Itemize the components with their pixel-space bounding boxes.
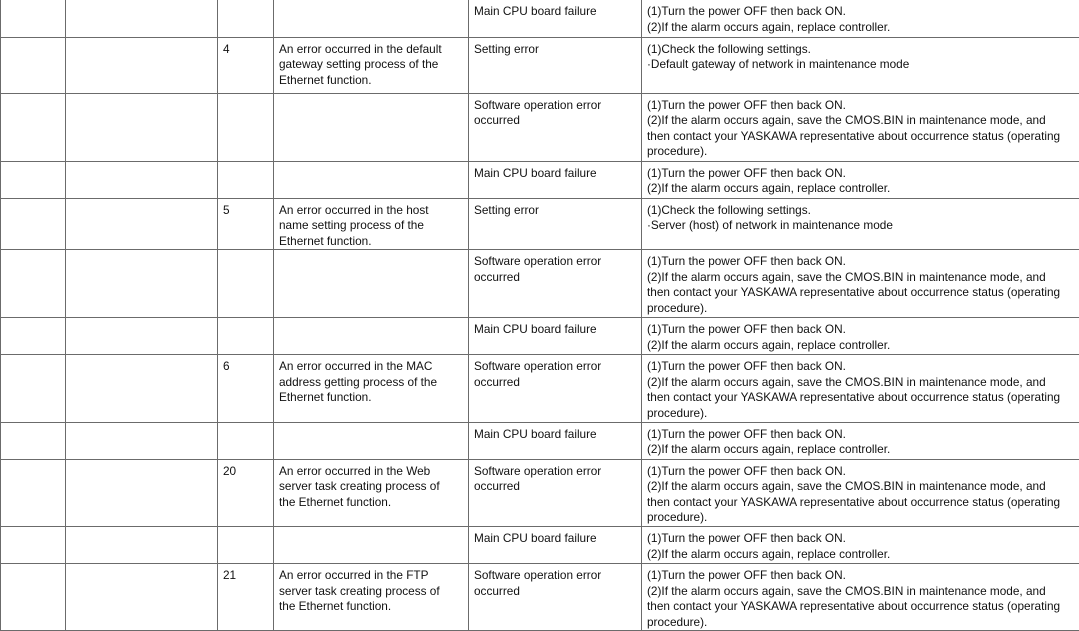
remedy-line: (1)Turn the power OFF then back ON. [647, 426, 846, 441]
remedy-cell [642, 459, 1079, 526]
remedy-line: (1)Check the following settings. [647, 202, 811, 217]
alarm-name-cell [66, 355, 218, 422]
cause-line: Main CPU board failure [474, 426, 597, 441]
remedy-line: (2)If the alarm occurs again, save the CMOS.BIN in maintenance mode, and [647, 374, 1046, 389]
remedy-line: then contact your YASKAWA representative about occurrence status (operating [647, 599, 1061, 614]
remedy-line: (2)If the alarm occurs again, save the CMOS.BIN in maintenance mode, and [647, 269, 1046, 284]
remedy-line: then contact your YASKAWA representative about occurrence status (operating [647, 390, 1061, 405]
alarm-name-cell [66, 93, 218, 161]
remedy-line: procedure). [647, 510, 708, 525]
alarm-number-cell [1, 564, 66, 631]
subcode-cell [218, 161, 274, 198]
description-line: gateway setting process of the [279, 57, 439, 72]
description-line: address getting process of the [279, 374, 438, 389]
table-row [1, 422, 1079, 459]
remedy-line: procedure). [647, 406, 708, 421]
cause-line: Setting error [474, 202, 539, 217]
remedy-cell [642, 37, 1079, 93]
description-line: the Ethernet function. [279, 599, 392, 614]
cause-line: Setting error [474, 41, 539, 56]
subcode-cell: 4 [218, 37, 274, 93]
remedy-line: (2)If the alarm occurs again, save the CMOS.BIN in maintenance mode, and [647, 583, 1046, 598]
remedy-line: (2)If the alarm occurs again, replace controller. [647, 442, 891, 457]
description-line: An error occurred in the host [279, 202, 429, 217]
subcode-cell: 21 [218, 564, 274, 631]
table-row [1, 355, 1079, 422]
cause-cell [469, 355, 642, 422]
cause-cell [469, 527, 642, 564]
table-row [1, 0, 1079, 37]
remedy-line: (1)Turn the power OFF then back ON. [647, 568, 846, 583]
remedy-line: (2)If the alarm occurs again, replace controller. [647, 181, 891, 196]
description-line: Ethernet function. [279, 72, 372, 87]
cause-line: Software operation error [474, 254, 602, 269]
cause-cell [469, 37, 642, 93]
description-cell [274, 37, 469, 93]
table-row [1, 564, 1079, 631]
remedy-line: (2)If the alarm occurs again, replace controller. [647, 546, 891, 561]
alarm-number-cell [1, 527, 66, 564]
alarm-number-cell [1, 355, 66, 422]
alarm-number-cell [1, 318, 66, 355]
table-row [1, 459, 1079, 526]
remedy-line: (1)Turn the power OFF then back ON. [647, 165, 846, 180]
alarm-number-cell [1, 250, 66, 318]
remedy-line: (1)Turn the power OFF then back ON. [647, 359, 846, 374]
alarm-name-cell [66, 250, 218, 318]
description-line: server task creating process of [279, 583, 440, 598]
remedy-line: (2)If the alarm occurs again, replace controller. [647, 337, 891, 352]
alarm-table-body [1, 0, 1079, 631]
subcode-cell [218, 422, 274, 459]
alarm-number-cell [1, 198, 66, 250]
description-cell [274, 355, 469, 422]
description-cell [274, 422, 469, 459]
remedy-cell [642, 0, 1079, 37]
remedy-line: (2)If the alarm occurs again, replace controller. [647, 19, 891, 34]
cause-cell [469, 318, 642, 355]
cause-cell [469, 198, 642, 250]
alarm-number-cell [1, 37, 66, 93]
remedy-line: (1)Turn the power OFF then back ON. [647, 322, 846, 337]
cause-cell [469, 459, 642, 526]
remedy-cell [642, 564, 1079, 631]
alarm-name-cell [66, 37, 218, 93]
remedy-line: (2)If the alarm occurs again, save the CMOS.BIN in maintenance mode, and [647, 479, 1046, 494]
cause-cell [469, 564, 642, 631]
subcode-cell: 20 [218, 459, 274, 526]
cause-line: occurred [474, 479, 520, 494]
description-cell [274, 161, 469, 198]
description-line: Ethernet function. [279, 233, 372, 248]
subcode-cell: 6 [218, 355, 274, 422]
cause-cell [469, 161, 642, 198]
cause-line: Software operation error [474, 568, 602, 583]
remedy-line: (2)If the alarm occurs again, save the CMOS.BIN in maintenance mode, and [647, 113, 1046, 128]
alarm-name-cell [66, 318, 218, 355]
description-line: An error occurred in the default [279, 41, 442, 56]
subcode-cell: 5 [218, 198, 274, 250]
cause-line: Main CPU board failure [474, 4, 597, 18]
remedy-line: ·Default gateway of network in maintenance mode [647, 57, 910, 72]
alarm-number-cell [1, 459, 66, 526]
cause-cell [469, 0, 642, 37]
description-line: An error occurred in the FTP [279, 568, 429, 583]
subcode-cell [218, 0, 274, 37]
remedy-line: ·Server (host) of network in maintenance mode [647, 218, 893, 233]
remedy-line: (1)Turn the power OFF then back ON. [647, 254, 846, 269]
cause-cell [469, 250, 642, 318]
description-cell [274, 459, 469, 526]
table-row [1, 527, 1079, 564]
description-cell [274, 564, 469, 631]
remedy-cell [642, 198, 1079, 250]
alarm-number-cell [1, 422, 66, 459]
cause-line: Software operation error [474, 359, 602, 374]
remedy-line: (1)Check the following settings. [647, 41, 811, 56]
remedy-line: (1)Turn the power OFF then back ON. [647, 463, 846, 478]
remedy-line: procedure). [647, 144, 708, 159]
cause-line: Main CPU board failure [474, 165, 597, 180]
subcode-cell [218, 318, 274, 355]
cause-line: occurred [474, 374, 520, 389]
remedy-cell [642, 93, 1079, 161]
table-row [1, 161, 1079, 198]
description-cell [274, 318, 469, 355]
remedy-cell [642, 422, 1079, 459]
cause-line: Software operation error [474, 463, 602, 478]
alarm-number-cell [1, 0, 66, 37]
cause-cell [469, 93, 642, 161]
description-line: An error occurred in the MAC [279, 359, 433, 374]
subcode-cell [218, 93, 274, 161]
description-line: name setting process of the [279, 218, 424, 233]
remedy-line: (1)Turn the power OFF then back ON. [647, 4, 846, 18]
remedy-line: procedure). [647, 301, 708, 316]
alarm-name-cell [66, 198, 218, 250]
table-row [1, 198, 1079, 250]
remedy-line: then contact your YASKAWA representative about occurrence status (operating [647, 285, 1061, 300]
alarm-name-cell [66, 422, 218, 459]
table-row [1, 318, 1079, 355]
cause-cell [469, 422, 642, 459]
description-cell [274, 93, 469, 161]
remedy-cell [642, 318, 1079, 355]
alarm-number-cell [1, 93, 66, 161]
remedy-line: (1)Turn the power OFF then back ON. [647, 97, 846, 112]
remedy-line: then contact your YASKAWA representative about occurrence status (operating [647, 128, 1061, 143]
alarm-number-cell [1, 161, 66, 198]
cause-line: occurred [474, 583, 520, 598]
description-line: An error occurred in the Web [279, 463, 431, 478]
cause-line: occurred [474, 113, 520, 128]
description-cell [274, 198, 469, 250]
description-line: Ethernet function. [279, 390, 372, 405]
description-line: server task creating process of [279, 479, 440, 494]
alarm-name-cell [66, 527, 218, 564]
description-cell [274, 527, 469, 564]
remedy-line: (1)Turn the power OFF then back ON. [647, 531, 846, 546]
description-line: the Ethernet function. [279, 494, 392, 509]
table-row [1, 37, 1079, 93]
alarm-name-cell [66, 161, 218, 198]
remedy-line: then contact your YASKAWA representative about occurrence status (operating [647, 494, 1061, 509]
subcode-cell [218, 250, 274, 318]
description-cell [274, 250, 469, 318]
remedy-cell [642, 250, 1079, 318]
remedy-cell [642, 161, 1079, 198]
alarm-name-cell [66, 459, 218, 526]
cause-line: Main CPU board failure [474, 531, 597, 546]
table-row [1, 250, 1079, 318]
subcode-cell [218, 527, 274, 564]
cause-line: occurred [474, 269, 520, 284]
alarm-name-cell [66, 564, 218, 631]
remedy-line: procedure). [647, 614, 708, 629]
cause-line: Main CPU board failure [474, 322, 597, 337]
remedy-cell [642, 355, 1079, 422]
description-cell [274, 0, 469, 37]
alarm-name-cell [66, 0, 218, 37]
remedy-cell [642, 527, 1079, 564]
table-row [1, 93, 1079, 161]
cause-line: Software operation error [474, 97, 602, 112]
